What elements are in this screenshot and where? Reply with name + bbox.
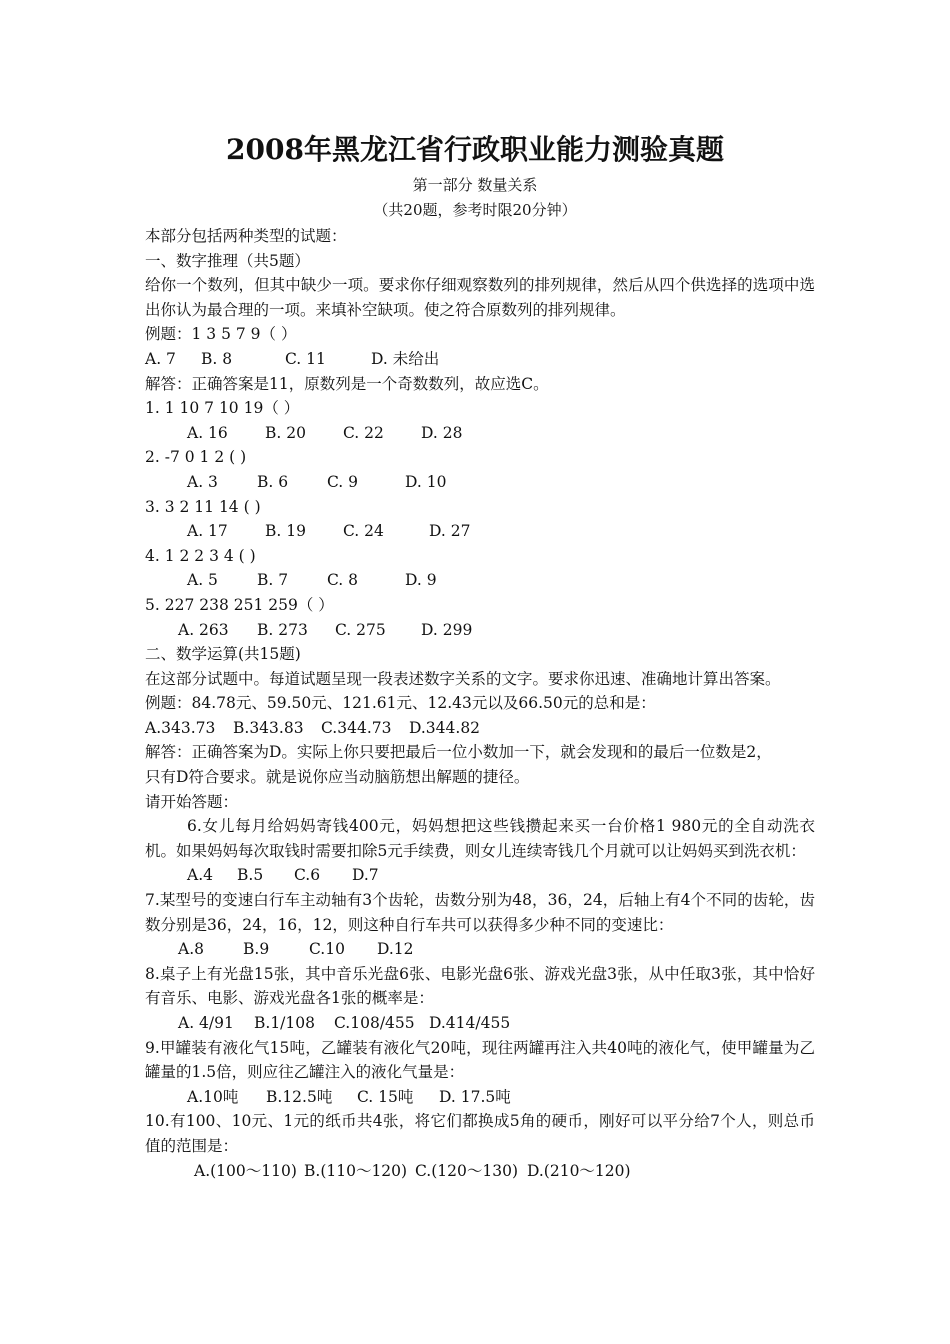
question-stem: 6.女儿每月给妈妈寄钱400元，妈妈想把这些钱攒起来买一台价格1 980元的全自动洗衣机。如果妈妈每次取钱时需要扣除5元手续费，则女儿连续寄钱几个月就可以让妈妈买到洗衣机： xyxy=(145,817,815,860)
option: D. 27 xyxy=(429,522,471,541)
option: D.(210～120) xyxy=(527,1161,631,1180)
option: A.(100～110) xyxy=(194,1161,297,1180)
option: A.10吨 xyxy=(187,1087,239,1106)
question-options xyxy=(145,1011,815,1036)
option: B. 6 xyxy=(257,472,289,491)
question-options xyxy=(145,1159,815,1184)
question-stem: 5. 227 238 251 259（ ） xyxy=(145,595,334,614)
option: C. 275 xyxy=(335,620,386,639)
question-stem: 1. 1 10 7 10 19（ ） xyxy=(145,399,300,418)
section2-example: 例题：84.78元、59.50元、121.61元、12.43元以及66.50元的总和是： xyxy=(145,694,656,713)
option: C.344.73 xyxy=(321,718,392,737)
option: C.10 xyxy=(309,940,345,959)
section2-example-options xyxy=(145,716,815,741)
option: D.7 xyxy=(352,866,379,885)
option: A.4 xyxy=(187,866,213,885)
option: A.8 xyxy=(178,940,204,959)
question-stem: 8.桌子上有光盘15张，其中音乐光盘6张、电影光盘6张、游戏光盘3张，从中任取3张，其中恰好有音乐、电影、游戏光盘各1张的概率是： xyxy=(145,964,815,1008)
option: D.414/455 xyxy=(429,1014,511,1032)
question-stem: 2. -7 0 1 2 ( ) xyxy=(145,448,247,467)
section2-example-answer: 只有D符合要求。就是说你应当动脑筋想出解题的捷径。 xyxy=(145,768,530,787)
section1-example-answer: 解答：正确答案是11，原数列是一个奇数数列，故应选C。 xyxy=(145,374,549,393)
option: B.1/108 xyxy=(254,1014,315,1032)
question-options xyxy=(145,470,815,495)
option: A. 3 xyxy=(187,472,218,491)
option: C. 11 xyxy=(285,349,326,368)
question-options xyxy=(145,863,815,888)
option: B. 19 xyxy=(265,522,306,541)
question-options xyxy=(145,1085,815,1110)
section1-instructions: 给你一个数列，但其中缺少一项。要求你仔细观察数列的排列规律，然后从四个供选择的选项中选出你认为最合理的一项。来填补空缺项。使之符合原数列的排列规律。 xyxy=(145,276,815,319)
option: C. 9 xyxy=(327,472,359,491)
option: A. 17 xyxy=(187,522,228,541)
option: C. 15吨 xyxy=(357,1087,414,1106)
question-options xyxy=(145,519,815,544)
part-note: （共20题，参考时限20分钟） xyxy=(373,201,577,219)
option: B.9 xyxy=(243,940,270,959)
option: A. 7 xyxy=(145,349,176,368)
part-heading: 第一部分 数量关系 xyxy=(412,176,538,194)
question-options xyxy=(145,421,815,446)
question-stem: 9.甲罐装有液化气15吨，乙罐装有液化气20吨，现往两罐再注入共40吨的液化气，使甲罐量为乙罐量的1.5倍，则应往乙罐注入的液化气量是： xyxy=(145,1038,815,1082)
option: D. 9 xyxy=(405,571,437,590)
section2-heading: 二、数学运算(共15题) xyxy=(145,645,301,664)
question-options xyxy=(145,568,815,593)
section1-example: 例题：1 3 5 7 9（ ） xyxy=(145,325,297,344)
option: B.(110～120) xyxy=(304,1161,408,1180)
intro-text: 本部分包括两种类型的试题： xyxy=(145,227,347,245)
option: B.12.5吨 xyxy=(266,1087,333,1106)
question-stem: 7.某型号的变速白行车主动轴有3个齿轮，齿数分别为48，36，24，后轴上有4个不同的齿轮，齿数分别是36，24，16，12，则这种自行车共可以获得多少种不同的变速比： xyxy=(145,891,815,934)
option: D. 299 xyxy=(421,620,473,639)
option: A. 263 xyxy=(178,620,229,639)
option: B.343.83 xyxy=(233,718,304,737)
section2-example-answer: 解答：正确答案为D。实际上你只要把最后一位小数加一下，就会发现和的最后一位数是2， xyxy=(145,743,772,762)
section2-instructions: 在这部分试题中。每道试题呈现一段表述数字关系的文字。要求你迅速、准确地计算出答案。 xyxy=(145,669,781,688)
option: C. 8 xyxy=(327,571,359,590)
document-body xyxy=(145,224,815,1183)
option: A. 4/91 xyxy=(178,1014,234,1032)
option: D. 10 xyxy=(405,472,447,491)
option: D. 未给出 xyxy=(371,349,440,368)
option: D.344.82 xyxy=(409,718,481,737)
option: D. 28 xyxy=(421,423,463,442)
option: B. 7 xyxy=(257,571,289,590)
option: B. 8 xyxy=(201,349,233,368)
option: D. 17.5吨 xyxy=(439,1087,511,1106)
option: D.12 xyxy=(377,940,414,959)
option: C. 24 xyxy=(343,522,384,541)
option: B.5 xyxy=(237,866,264,885)
question-stem: 4. 1 2 2 3 4 ( ) xyxy=(145,546,256,565)
question-stem: 3. 3 2 11 14 ( ) xyxy=(145,497,261,516)
start-prompt: 请开始答题： xyxy=(145,792,239,811)
option: C.6 xyxy=(294,866,321,885)
option: A.343.73 xyxy=(145,718,216,737)
option: A. 16 xyxy=(187,423,228,442)
question-options xyxy=(145,937,815,962)
option: C. 22 xyxy=(343,423,384,442)
section1-example-options xyxy=(145,347,815,372)
option: B. 273 xyxy=(257,620,308,639)
page-title: 2008年黑龙江省行政职业能力测验真题 xyxy=(226,133,724,166)
question-stem: 10.有100、10元、1元的纸币共4张，将它们都换成5角的硬币，刚好可以平分给7个人，则总币值的范围是： xyxy=(145,1112,815,1155)
section1-heading: 一、数字推理（共5题） xyxy=(145,251,310,270)
option: A. 5 xyxy=(187,571,218,590)
option: B. 20 xyxy=(265,423,306,442)
option: C.108/455 xyxy=(334,1014,415,1032)
option: C.(120～130) xyxy=(415,1161,518,1180)
question-options xyxy=(145,618,815,643)
